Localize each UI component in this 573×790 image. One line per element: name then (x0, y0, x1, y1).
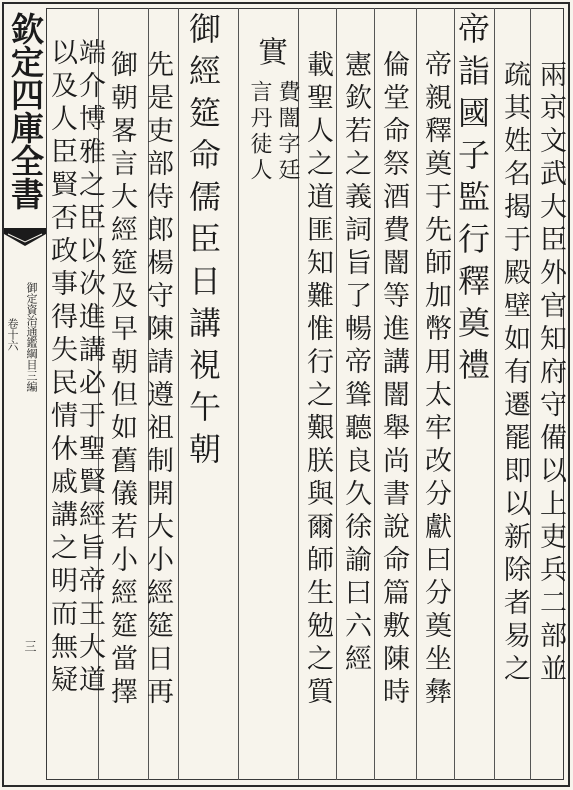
text-column: 先是吏部侍郎楊守陳請遵祖制開大小經筵日再 (142, 50, 173, 710)
text-column: 端介博雅之臣以次進講必于聖賢經旨帝王大道 (74, 38, 105, 698)
section-heading: 帝詣國子監行釋奠禮 (453, 12, 491, 390)
text-column: 以及人臣賢否政事得失民情休戚講之明而無疑 (46, 38, 77, 698)
column-rule (238, 8, 239, 780)
page-number: 三 (23, 640, 37, 652)
collection-banner: 欽定四庫全書 (6, 12, 45, 210)
text-column: 帝親釋奠于先師加幣用太牢改分獻曰分奠坐彝 (420, 50, 451, 710)
annotation-line: 言丹徒人 (247, 80, 272, 184)
column-rule (416, 8, 417, 780)
text-column: 疏其姓名揭于殿壁如有遷罷即以新除者易之 (499, 60, 530, 687)
column-rule (178, 8, 179, 780)
text-column-final-char: 實 (252, 36, 287, 72)
text-column: 倫堂命祭酒費闇等進講闇舉尚書說命篇敷陳時 (378, 50, 409, 710)
text-column: 兩京文武大臣外官知府守備以上吏兵二部並 (535, 60, 566, 687)
column-rule (336, 8, 337, 780)
annotation-line: 費闇字廷 (275, 80, 300, 184)
text-column: 憲欽若之義詞旨了暢帝聳聽良久徐諭曰六經 (340, 50, 371, 677)
source-title: 御定資治通鑑綱目三編 (25, 282, 38, 392)
section-heading: 御經筵命儒臣日講視午朝 (184, 12, 222, 474)
text-column: 載聖人之道匪知難惟行之艱朕與爾師生勉之質 (302, 50, 333, 710)
fishtail-ornament-icon (4, 228, 46, 250)
text-column: 御朝畧言大經筵及早朝但如舊儀若小經筵當擇 (106, 50, 137, 710)
column-rule (494, 8, 495, 780)
column-rule (374, 8, 375, 780)
volume-number: 卷十六 (6, 318, 19, 351)
